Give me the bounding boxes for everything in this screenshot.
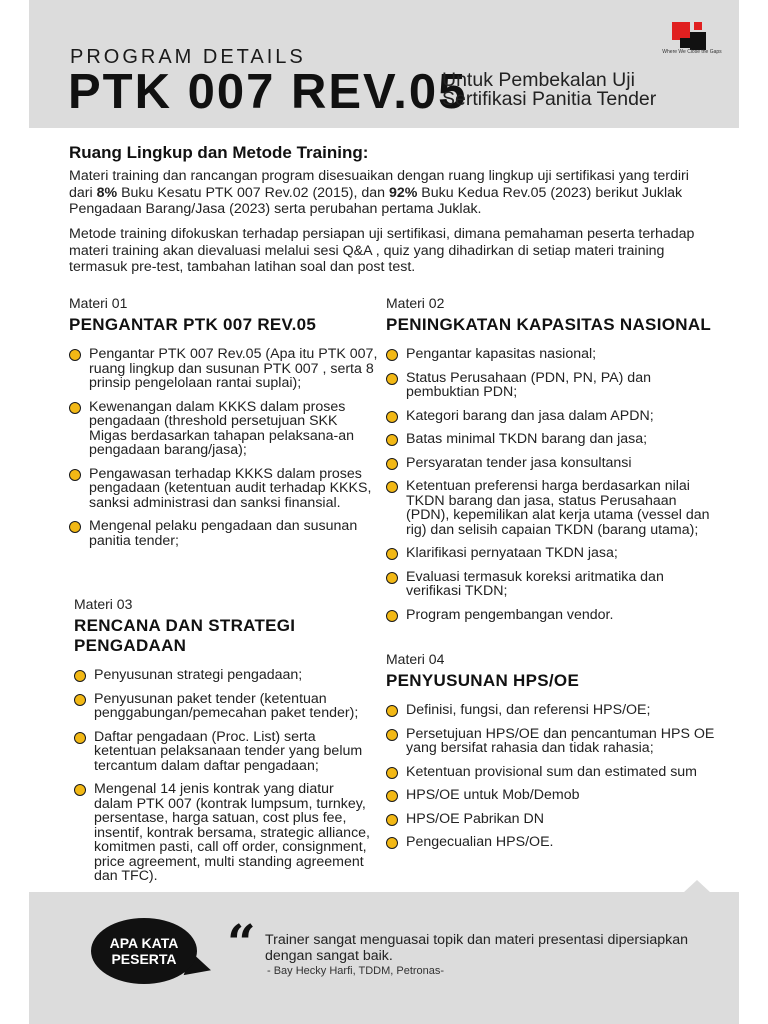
bullet-icon (386, 411, 398, 423)
section-kicker: Materi 03 (74, 596, 133, 612)
list-item: Daftar pengadaan (Proc. List) serta ketentuan pelaksanaan tender yang belum tercantum dalam daftar pengadaan; (74, 730, 374, 774)
section-materi-04 (386, 651, 716, 859)
list-item: Penyusunan strategi pengadaan; (74, 668, 374, 683)
bullet-icon (386, 572, 398, 584)
list-item: Penyusunan paket tender (ketentuan penggabungan/pemecahan paket tender); (74, 692, 374, 721)
bullet-icon (386, 434, 398, 446)
list-item: Pengantar PTK 007 Rev.05 (Apa itu PTK 007, ruang lingkup dan susunan PTK 007 , serta 8 prinsip pengelolaan rantai suplai); (69, 347, 379, 391)
section-list (69, 347, 379, 548)
list-item: Pengantar kapasitas nasional; (386, 347, 716, 362)
section-kicker: Materi 04 (386, 651, 445, 667)
list-item: Pengecualian HPS/OE. (386, 835, 716, 850)
section-list (386, 347, 716, 622)
page-title: PTK 007 REV.05 (68, 65, 468, 119)
bullet-icon (74, 694, 86, 706)
bullet-icon (386, 767, 398, 779)
list-item: Mengenal pelaku pengadaan dan susunan panitia tender; (69, 519, 379, 548)
list-item: Kategori barang dan jasa dalam APDN; (386, 409, 716, 424)
bullet-icon (386, 729, 398, 741)
bullet-icon (69, 469, 81, 481)
badge-line-1: APA KATA (109, 935, 179, 951)
page-subtitle: Untuk Pembekalan Uji Sertifikasi Panitia Tender (442, 69, 657, 110)
bullet-icon (386, 481, 398, 493)
list-item: Definisi, fungsi, dan referensi HPS/OE; (386, 703, 716, 718)
section-heading: PENYUSUNAN HPS/OE (386, 671, 580, 690)
intro-heading: Ruang Lingkup dan Metode Training: (69, 143, 369, 162)
bullet-icon (386, 814, 398, 826)
badge-line-2: PESERTA (111, 951, 177, 967)
section-materi-01 (69, 295, 379, 557)
section-list (386, 703, 716, 850)
list-item: Evaluasi termasuk koreksi aritmatika dan verifikasi TKDN; (386, 570, 716, 599)
bullet-icon (69, 349, 81, 361)
list-item: Program pengembangan vendor. (386, 608, 716, 623)
section-kicker: Materi 01 (69, 295, 128, 311)
bullet-icon (74, 784, 86, 796)
section-heading: PENINGKATAN KAPASITAS NASIONAL (386, 315, 712, 334)
list-item: Klarifikasi pernyataan TKDN jasa; (386, 546, 716, 561)
section-list (74, 668, 374, 884)
list-item: Pengawasan terhadap KKKS dalam proses pengadaan (ketentuan audit terhadap KKKS, sanksi administrasi dan sanksi finansial. (69, 467, 379, 511)
header-band (29, 0, 739, 128)
bullet-icon (386, 548, 398, 560)
list-item: Persyaratan tender jasa konsultansi (386, 456, 716, 471)
header-eyebrow: PROGRAM DETAILS (70, 46, 306, 68)
list-item: Batas minimal TKDN barang dan jasa; (386, 432, 716, 447)
intro-paragraph-2: Metode training difokuskan terhadap persiapan uji sertifikasi, dimana pemahaman peserta terhadap materi training akan dievaluasi melalui sesi Q&A , quiz yang dihadirkan di setiap materi training termasuk pre-test, tambahan latihan soal dan post test. (69, 226, 695, 275)
bullet-icon (386, 349, 398, 361)
speech-bubble-badge (91, 918, 197, 984)
bullet-icon (386, 373, 398, 385)
list-item: Mengenal 14 jenis kontrak yang diatur dalam PTK 007 (kontrak lumpsum, turnkey, persentase, harga satuan, cost plus fee, insentif, kontrak bersama, strategic alliance, komitmen pasti, call off order, consignment, price agreement, multi standing agreement dan TFC). (74, 782, 374, 884)
testimonial-quote: Trainer sangat menguasai topik dan materi presentasi dipersiapkan dengan sangat baik. (265, 932, 688, 964)
testimonial-author: - Bay Hecky Harfi, TDDM, Petronas- (267, 965, 445, 977)
bullet-icon (386, 837, 398, 849)
bullet-icon (386, 610, 398, 622)
list-item: Ketentuan preferensi harga berdasarkan nilai TKDN barang dan jasa, status Perusahaan (PDN), kepemilikan alat kerja utama (vessel dan rig) dan selisih capaian TKDN (barang utama); (386, 479, 716, 537)
list-item: Persetujuan HPS/OE dan pencantuman HPS OE yang bersifat rahasia dan tidak rahasia; (386, 727, 716, 756)
list-item: HPS/OE untuk Mob/Demob (386, 788, 716, 803)
bullet-icon (74, 670, 86, 682)
section-materi-02 (386, 295, 716, 631)
list-item: Ketentuan provisional sum dan estimated sum (386, 765, 716, 780)
bullet-icon (386, 458, 398, 470)
list-item: HPS/OE Pabrikan DN (386, 812, 716, 827)
list-item: Kewenangan dalam KKKS dalam proses pengadaan (threshold persetujuan SKK Migas berdasarkan tahapan pelaksana-an pengadaan barang/jasa); (69, 400, 379, 458)
page (29, 0, 739, 1024)
bullet-icon (386, 705, 398, 717)
bullet-icon (74, 732, 86, 744)
list-item: Status Perusahaan (PDN, PN, PA) dan pembuktian PDN; (386, 371, 716, 400)
section-heading: RENCANA DAN STRATEGI PENGADAAN (74, 616, 296, 655)
section-materi-03 (74, 596, 374, 893)
section-kicker: Materi 02 (386, 295, 445, 311)
intro-paragraph-1: Materi training dan rancangan program disesuaikan dengan ruang lingkup uji sertifikasi yang terdiri dari 8% Buku Kesatu PTK 007 Rev.02 (2015), dan 92% Buku Kedua Rev.05 (2023) berikut Juklak Pengadaan Barang/Jasa (2023) serta perubahan pertama Juklak. (69, 168, 689, 217)
section-heading: PENGANTAR PTK 007 REV.05 (69, 315, 317, 334)
bullet-icon (69, 402, 81, 414)
bullet-icon (69, 521, 81, 533)
bullet-icon (386, 790, 398, 802)
logo-tagline: Where We Close the Gaps (662, 49, 722, 55)
quote-mark-icon: “ (227, 913, 256, 972)
